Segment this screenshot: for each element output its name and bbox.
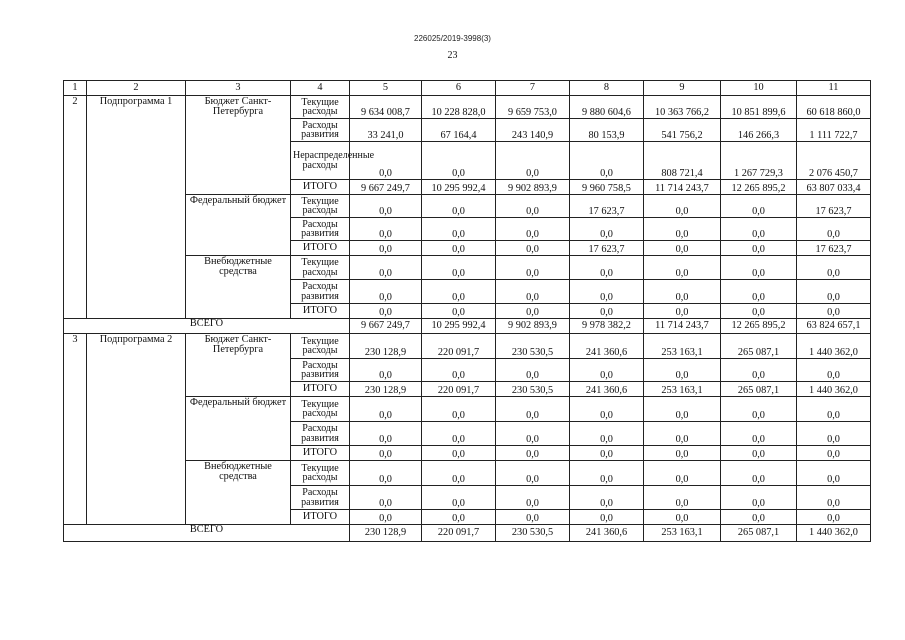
amount-cell: 0,0 [797,280,871,304]
amount-cell: 0,0 [721,359,797,382]
amount-cell: 0,0 [496,241,570,256]
column-number: 10 [721,81,797,96]
amount-cell: 0,0 [797,218,871,241]
amount-cell: 0,0 [422,195,496,218]
amount-cell: 0,0 [422,218,496,241]
amount-cell: 12 265 895,2 [721,180,797,195]
total-amount-cell: 1 440 362,0 [797,525,871,542]
amount-cell: 146 266,3 [721,119,797,142]
amount-cell: 0,0 [644,510,721,525]
page-number: 23 [447,50,458,61]
amount-cell: 0,0 [797,397,871,422]
amount-cell: 220 091,7 [422,334,496,359]
amount-cell: 0,0 [570,218,644,241]
table-body [64,81,871,542]
amount-cell: 0,0 [797,359,871,382]
total-amount-cell: 230 530,5 [496,525,570,542]
amount-cell: 0,0 [570,397,644,422]
total-amount-cell: 241 360,6 [570,525,644,542]
total-row [64,525,871,542]
amount-cell: 0,0 [721,461,797,486]
amount-cell: 0,0 [721,422,797,446]
amount-cell: 0,0 [350,461,422,486]
amount-cell: 808 721,4 [644,142,721,180]
amount-cell: 60 618 860,0 [797,96,871,119]
expense-type: Текущие расходы [291,461,350,486]
amount-cell: 0,0 [422,461,496,486]
subtotal-label: ИТОГО [291,180,350,195]
amount-cell: 0,0 [350,218,422,241]
amount-cell: 0,0 [422,304,496,319]
amount-cell: 0,0 [644,446,721,461]
amount-cell: 243 140,9 [496,119,570,142]
amount-cell: 0,0 [570,359,644,382]
subtotal-label: ИТОГО [291,241,350,256]
amount-cell: 0,0 [422,359,496,382]
expense-type: Расходы развития [291,486,350,510]
table-row [64,397,871,422]
amount-cell: 10 851 899,6 [721,96,797,119]
row-number: 2 [64,96,87,319]
amount-cell: 0,0 [496,218,570,241]
total-amount-cell: 12 265 895,2 [721,319,797,334]
expense-type: Расходы развития [291,359,350,382]
amount-cell: 230 128,9 [350,382,422,397]
subtotal-label: ИТОГО [291,510,350,525]
amount-cell: 0,0 [496,195,570,218]
amount-cell: 0,0 [721,241,797,256]
amount-cell: 10 363 766,2 [644,96,721,119]
amount-cell: 63 807 033,4 [797,180,871,195]
amount-cell: 0,0 [721,256,797,280]
amount-cell: 33 241,0 [350,119,422,142]
amount-cell: 0,0 [496,486,570,510]
total-amount-cell: 220 091,7 [422,525,496,542]
amount-cell: 253 163,1 [644,382,721,397]
amount-cell: 0,0 [496,280,570,304]
expense-type: Текущие расходы [291,256,350,280]
amount-cell: 9 634 008,7 [350,96,422,119]
amount-cell: 0,0 [644,304,721,319]
funding-source: Бюджет Санкт-Петербурга [186,96,291,195]
amount-cell: 0,0 [721,218,797,241]
amount-cell: 265 087,1 [721,382,797,397]
amount-cell: 10 295 992,4 [422,180,496,195]
subprogram-name: Подпрограмма 2 [87,334,186,525]
total-row [64,319,871,334]
amount-cell: 230 530,5 [496,334,570,359]
amount-cell: 1 111 722,7 [797,119,871,142]
amount-cell: 0,0 [797,461,871,486]
total-amount-cell: 265 087,1 [721,525,797,542]
amount-cell: 0,0 [570,280,644,304]
funding-source: Бюджет Санкт-Петербурга [186,334,291,397]
funding-source: Внебюджетные средства [186,461,291,525]
amount-cell: 0,0 [350,359,422,382]
total-amount-cell: 9 667 249,7 [350,319,422,334]
expense-type: Расходы развития [291,218,350,241]
amount-cell: 1 440 362,0 [797,334,871,359]
amount-cell: 0,0 [496,446,570,461]
total-amount-cell: 253 163,1 [644,525,721,542]
amount-cell: 0,0 [797,446,871,461]
amount-cell: 253 163,1 [644,334,721,359]
amount-cell: 17 623,7 [797,241,871,256]
table-row [64,461,871,486]
amount-cell: 0,0 [721,486,797,510]
amount-cell: 0,0 [496,256,570,280]
amount-cell: 0,0 [644,486,721,510]
expense-type: Текущие расходы [291,397,350,422]
table-row [64,96,871,119]
amount-cell: 0,0 [422,142,496,180]
amount-cell: 0,0 [797,422,871,446]
funding-source: Федеральный бюджет [186,397,291,461]
column-number: 8 [570,81,644,96]
amount-cell: 10 228 828,0 [422,96,496,119]
subprogram-name: Подпрограмма 1 [87,96,186,319]
column-number: 1 [64,81,87,96]
amount-cell: 0,0 [797,486,871,510]
funding-source: Внебюджетные средства [186,256,291,319]
table-row [64,195,871,218]
document-code: 226025/2019-3998(3) [414,34,491,43]
amount-cell: 0,0 [350,195,422,218]
amount-cell: 17 623,7 [570,195,644,218]
amount-cell: 0,0 [644,241,721,256]
column-number: 9 [644,81,721,96]
amount-cell: 0,0 [797,256,871,280]
amount-cell: 220 091,7 [422,382,496,397]
amount-cell: 0,0 [496,422,570,446]
expense-type: Расходы развития [291,119,350,142]
amount-cell: 541 756,2 [644,119,721,142]
amount-cell: 0,0 [350,510,422,525]
amount-cell: 0,0 [570,510,644,525]
amount-cell: 0,0 [350,304,422,319]
column-number: 5 [350,81,422,96]
amount-cell: 9 902 893,9 [496,180,570,195]
amount-cell: 230 530,5 [496,382,570,397]
total-amount-cell: 230 128,9 [350,525,422,542]
amount-cell: 0,0 [644,195,721,218]
amount-cell: 0,0 [644,359,721,382]
amount-cell: 0,0 [422,280,496,304]
column-number: 2 [87,81,186,96]
amount-cell: 0,0 [570,446,644,461]
amount-cell: 0,0 [350,422,422,446]
amount-cell: 0,0 [721,397,797,422]
amount-cell: 0,0 [496,304,570,319]
amount-cell: 0,0 [350,446,422,461]
column-number: 7 [496,81,570,96]
expense-type: Текущие расходы [291,334,350,359]
amount-cell: 9 880 604,6 [570,96,644,119]
amount-cell: 0,0 [422,510,496,525]
amount-cell: 0,0 [570,256,644,280]
amount-cell: 0,0 [644,461,721,486]
amount-cell: 0,0 [570,142,644,180]
amount-cell: 0,0 [496,461,570,486]
row-number: 3 [64,334,87,525]
total-amount-cell: 9 978 382,2 [570,319,644,334]
subtotal-label: ИТОГО [291,304,350,319]
table-row [64,256,871,280]
amount-cell: 0,0 [422,422,496,446]
amount-cell: 0,0 [797,510,871,525]
funding-source: Федеральный бюджет [186,195,291,256]
amount-cell: 0,0 [496,510,570,525]
amount-cell: 0,0 [644,280,721,304]
amount-cell: 0,0 [422,256,496,280]
table-row [64,334,871,359]
amount-cell: 0,0 [496,142,570,180]
total-amount-cell: 9 902 893,9 [496,319,570,334]
amount-cell: 0,0 [422,241,496,256]
amount-cell: 0,0 [644,218,721,241]
column-number: 6 [422,81,496,96]
total-amount-cell: 11 714 243,7 [644,319,721,334]
expense-type: Расходы развития [291,422,350,446]
expense-type: Текущие расходы [291,96,350,119]
amount-cell: 0,0 [570,304,644,319]
subtotal-label: ИТОГО [291,382,350,397]
total-amount-cell: 63 824 657,1 [797,319,871,334]
amount-cell: 11 714 243,7 [644,180,721,195]
amount-cell: 0,0 [422,397,496,422]
amount-cell: 0,0 [350,397,422,422]
expense-type: Текущие расходы [291,195,350,218]
amount-cell: 0,0 [721,304,797,319]
expense-type: Нераспределенные расходы [291,142,350,180]
expense-type: Расходы развития [291,280,350,304]
amount-cell: 0,0 [721,195,797,218]
amount-cell: 230 128,9 [350,334,422,359]
amount-cell: 17 623,7 [570,241,644,256]
amount-cell: 17 623,7 [797,195,871,218]
amount-cell: 0,0 [721,446,797,461]
column-number: 3 [186,81,291,96]
total-label: ВСЕГО [64,319,350,334]
amount-cell: 0,0 [422,486,496,510]
total-label: ВСЕГО [64,525,350,542]
amount-cell: 0,0 [350,280,422,304]
amount-cell: 0,0 [350,241,422,256]
amount-cell: 0,0 [496,397,570,422]
amount-cell: 0,0 [644,256,721,280]
amount-cell: 67 164,4 [422,119,496,142]
amount-cell: 0,0 [350,142,422,180]
amount-cell: 2 076 450,7 [797,142,871,180]
amount-cell: 0,0 [721,280,797,304]
amount-cell: 0,0 [644,422,721,446]
column-number-row [64,81,871,96]
amount-cell: 9 960 758,5 [570,180,644,195]
amount-cell: 0,0 [350,486,422,510]
amount-cell: 9 667 249,7 [350,180,422,195]
amount-cell: 80 153,9 [570,119,644,142]
total-amount-cell: 10 295 992,4 [422,319,496,334]
amount-cell: 0,0 [797,304,871,319]
budget-table [63,80,871,542]
amount-cell: 241 360,6 [570,334,644,359]
amount-cell: 1 267 729,3 [721,142,797,180]
column-number: 4 [291,81,350,96]
amount-cell: 241 360,6 [570,382,644,397]
amount-cell: 0,0 [570,461,644,486]
amount-cell: 0,0 [350,256,422,280]
amount-cell: 0,0 [644,397,721,422]
amount-cell: 0,0 [570,422,644,446]
amount-cell: 0,0 [721,510,797,525]
amount-cell: 1 440 362,0 [797,382,871,397]
column-number: 11 [797,81,871,96]
amount-cell: 0,0 [422,446,496,461]
subtotal-label: ИТОГО [291,446,350,461]
amount-cell: 9 659 753,0 [496,96,570,119]
amount-cell: 0,0 [570,486,644,510]
amount-cell: 265 087,1 [721,334,797,359]
amount-cell: 0,0 [496,359,570,382]
